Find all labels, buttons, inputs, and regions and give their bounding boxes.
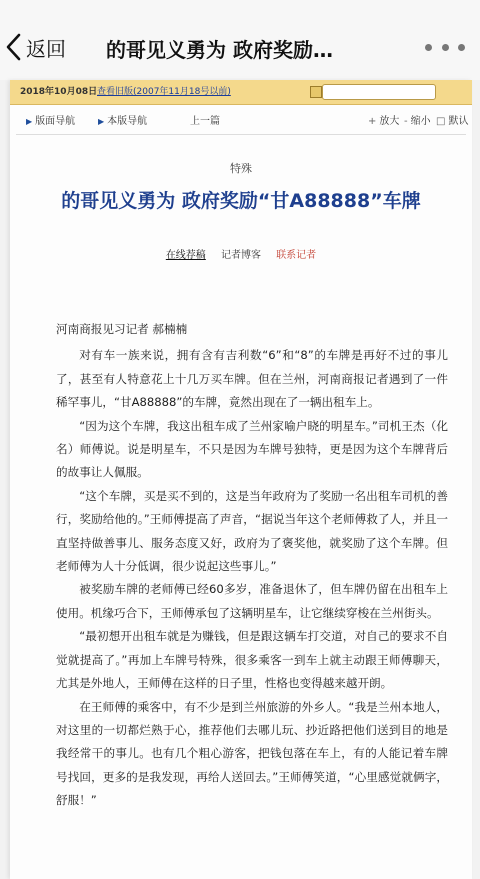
zoom-out-button[interactable]: [404, 110, 431, 134]
chevron-left-icon: [4, 32, 24, 62]
triangle-right-icon: ▶: [98, 117, 105, 126]
more-dots-icon[interactable]: [425, 39, 465, 55]
date-bar: [10, 80, 472, 105]
plus-icon: +: [368, 116, 377, 127]
default-size-button[interactable]: [436, 110, 468, 134]
issue-date: 2018年10月08日: [20, 87, 98, 97]
app-title: 的哥见义勇为 政府奖励…: [106, 38, 333, 62]
article-byline: 河南商报见习记者 郝楠楠: [56, 322, 188, 336]
nav-prev-article[interactable]: 上一篇: [190, 116, 220, 127]
search-input[interactable]: [322, 84, 436, 100]
article-headline: 的哥见义勇为 政府奖励“甘A88888”车牌: [61, 190, 421, 212]
page-nav: [10, 110, 472, 134]
search-icon[interactable]: [310, 86, 322, 98]
back-button[interactable]: [4, 30, 66, 64]
nav-edition-label: 本版导航: [107, 116, 148, 127]
triangle-right-icon: ▶: [26, 117, 33, 126]
article-paragraph: “最初想开出租车就是为赚钱，但是跟这辆车打交道，对自己的要求不自觉就提高了。”再加上车牌号特殊，很多乘客一到车上就主动跟王师傅聊天，尤其是外地人，王师傅在这样的日子里，性格也变得越来越开朗。: [56, 629, 448, 691]
contact-reporter-link[interactable]: 联系记者: [276, 250, 317, 261]
article-paragraph: 对有车一族来说，拥有含有吉利数“6”和“8”的车牌是再好不过的事儿了，甚至有人特意花上十几万买车牌。但在兰州，河南商报记者遇到了一件稀罕事儿，“甘A88888”的车牌，竟然出现在了一辆出租车上。: [56, 348, 448, 410]
reset-icon: □: [436, 116, 446, 127]
recommend-link[interactable]: 在线荐稿: [165, 250, 206, 261]
article-paragraph: 被奖励车牌的老师傅已经60多岁，准备退休了，但车牌仍留在出租车上使用。机缘巧合下，王师傅承包了这辆明星车，让它继续穿梭在兰州街头。: [56, 582, 448, 620]
article-body: [56, 318, 448, 813]
minus-icon: -: [404, 116, 408, 127]
zoom-in-label: 放大: [379, 116, 400, 127]
newspaper-page: [10, 80, 472, 879]
divider: [16, 134, 466, 135]
zoom-out-label: 缩小: [410, 116, 431, 127]
article-tools: [10, 246, 472, 261]
back-label: 返回: [26, 36, 66, 61]
nav-edition[interactable]: [98, 110, 147, 134]
article-paragraph: “因为这个车牌，我这出租车成了兰州家喻户晓的明星车。”司机王杰（化名）师傅说。说是明星车，不只是因为车牌号独特，更是因为这个车牌背后的故事让人佩服。: [56, 418, 448, 480]
default-size-label: 默认: [448, 116, 469, 127]
reporter-blog-link[interactable]: 记者博客: [221, 250, 261, 261]
nav-layout[interactable]: [26, 110, 75, 134]
old-version-link[interactable]: 查看旧版(2007年11月18号以前): [97, 87, 231, 97]
article-kicker: 特殊: [230, 162, 252, 175]
zoom-in-button[interactable]: [368, 110, 399, 134]
nav-layout-label: 版面导航: [35, 116, 76, 127]
app-bar: [0, 0, 480, 80]
article-paragraph: 在王师傅的乘客中，有不少是到兰州旅游的外乡人。“我是兰州本地人，对这里的一切都烂熟于心，推荐他们去哪儿玩、抄近路把他们送到目的地是我经常干的事儿。也有几个粗心游客，把钱包落在车上，有的人能记着车牌号找回，更多的是我发现，再给人送回去。”王师傅笑道，“心里感觉就俩字，舒服！”: [56, 699, 448, 808]
article-paragraph: “这个车牌，买是买不到的，这是当年政府为了奖励一名出租车司机的善行，奖励给他的。”王师傅提高了声音，“据说当年这个老师傅救了人，并且一直坚持做善事儿、服务态度又好，政府为了褒奖他，就奖励了这个车牌。但老师傅为人十分低调，很少说起这些事儿。”: [56, 488, 448, 574]
